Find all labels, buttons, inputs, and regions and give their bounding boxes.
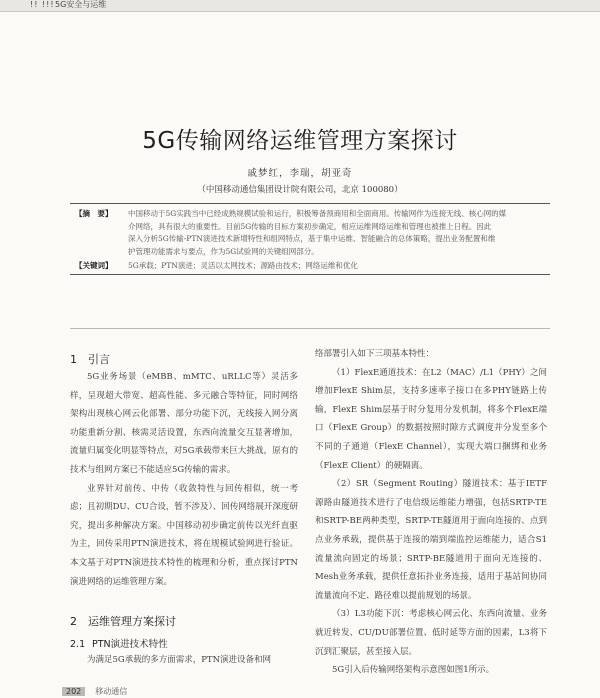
subsection-title: PTN演进技术特性 (92, 639, 168, 650)
right-column (315, 345, 547, 680)
paragraph: 络部署引入如下三项基本特性： (315, 349, 435, 359)
list-item: （1）FlexE通道技术：在L2（MAC）/L1（PHY）之间增加FlexE Shim层，支持多速率子接口在多PHY链路上传输，FlexE Shim层基于时分复用分发机制，将多个FlexE端口（FlexE Group）的数据按照时隙方式调度并分发至多个不同的子通道（FlexE Channel），实现大端口捆绑和业务（FlexE Client）的硬隔离。 (315, 367, 547, 471)
abstract-line: 中国移动于5G实践当中已经成熟规模试验和运行，积极筹备预商用和全面商用。传输网作为连接无线、核心网的媒 (128, 209, 507, 218)
keywords-text: 5G承载；PTN演进；灵活以太网技术；源路由技术；网络运维和优化 (128, 261, 358, 270)
section-title: 引言 (88, 353, 110, 366)
affiliation: （中国移动通信集团设计院有限公司，北京 100080） (197, 185, 403, 195)
paragraph: 业界针对前传、中传（收敛特性与回传相似，统一考虑；且初期DU、CU合设，暂不涉及）、回传网络展开深度研究，提出多种解决方案。中国移动初步确定前传以光纤直驱为主，回传采用PTN演进技术，将在规模试验网进行验证。本文基于对PTN演进技术特性的梳理和分析，重点探讨PTN演进网络的运维管理方案。 (70, 483, 298, 587)
list-item: （3）L3功能下沉：考虑核心网云化、东西向流量、业务就近转发、CU/DU部署位置、低时延等方面的因素，L3将下沉到汇聚层，甚至接入层。 (315, 609, 547, 657)
abstract-row (70, 208, 550, 260)
section-heading (70, 613, 176, 629)
journal-name: 移动通信 (95, 687, 128, 696)
subsection-heading (70, 636, 168, 650)
authors: 戚梦红，李瑞，胡亚奇 (247, 168, 353, 179)
running-header (0, 0, 600, 12)
subsection-number: 2.1 (70, 639, 86, 650)
abstract-line: 护管理功能需求与要点，作为5G试验网的关键组网部分。 (128, 246, 319, 256)
list-item: （2）SR（Segment Routing）隧道技术：基于IETF源路由隧道技术进行了电信级运维能力增强，包括SRTP-TE和SRTP-BE两种类型，SRTP-TE隧道用于面向连接的、点到点业务承载，提供基于连接的端到端监控运维能力，适合S1流量流向固定的场景；SRTP-BE隧道用于面向无连接的、Mesh业务承载，提供任意拓扑业务连接，适用于基站间协同流量流向不定、路径难以提前规划的场景。 (315, 479, 547, 601)
keywords-row (70, 260, 550, 272)
section-heading (70, 351, 110, 367)
abstract-line: 深入分析5G传输-PTN演进技术新增特性和组网特点，基于集中运维、智能融合的总体策略，提出业务配置和维 (128, 234, 496, 243)
paragraph: 5G业务场景（eMBB、mMTC、uRLLC等）灵活多样，呈现超大带宽、超高性能、多元融合等特征，同时网络架构出现核心网云化部署、部分功能下沉，无线接入网分离功能重新分割、核需灵活设置，东西向流量交互显著增加，流量归属变化明显等特点，对5G承载带来巨大挑战，原有的技术与组网方案已不能适应5G传输的需求。 (70, 372, 298, 475)
abstract-box (70, 203, 550, 275)
abstract-text (128, 208, 548, 258)
abstract-line: 介网络，具有很大的重要性。目前5G传输的目标方案初步确定，相应运维网络运维和管理也被推上日程。因此 (128, 221, 492, 231)
divider (70, 328, 550, 329)
page-number: 202 (62, 687, 85, 696)
paragraph: 5G引入后传输网络架构示意图如图1所示。 (332, 665, 495, 676)
header-marks: !! !!! (30, 0, 55, 9)
left-column-intro (70, 368, 298, 591)
abstract-label: 【摘 要】 (75, 209, 113, 218)
section-number: 1 (70, 353, 77, 366)
paragraph: 为满足5G承载的多方面需求，PTN演进设备和网 (87, 655, 272, 665)
section-number: 2 (70, 615, 77, 628)
running-title: 5G安全与运维 (55, 0, 107, 9)
keywords-label: 【关键词】 (75, 261, 113, 270)
page-footer (62, 686, 127, 697)
left-column-sec2 (70, 651, 298, 670)
section-title: 运维管理方案探讨 (88, 615, 176, 628)
page-title: 5G传输网络运维管理方案探讨 (142, 128, 458, 154)
